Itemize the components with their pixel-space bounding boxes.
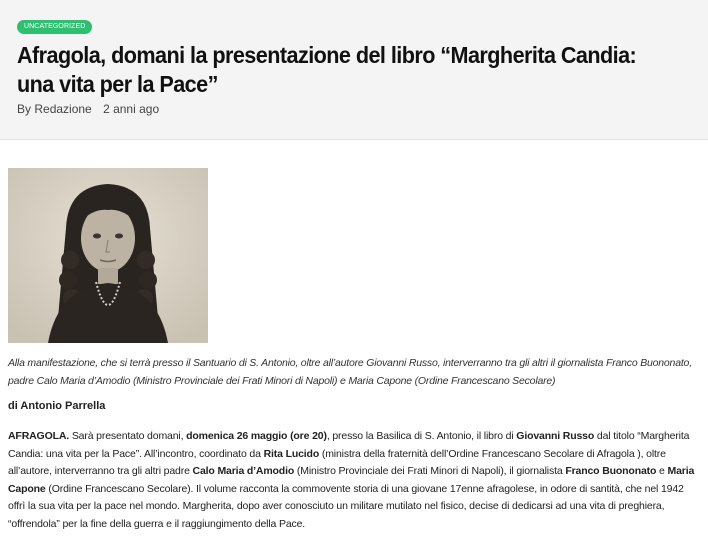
body-text-segment: , presso la Basilica di S. Antonio, il libro di	[326, 430, 517, 442]
body-text-segment: dal titolo “Margherita Candia: una vita per la Pace”. All’incontro, coordinato da	[8, 430, 690, 460]
speaker-name: Maria Capone	[8, 465, 695, 495]
article-byline: di Antonio Parrella	[8, 400, 106, 412]
author-name: Giovanni Russo	[516, 430, 595, 442]
portrait-photo-icon	[8, 168, 208, 343]
speaker-name: Calo Maria d’Amodio	[192, 465, 295, 477]
body-text-segment: (Ordine Francescano Secolare). Il volume racconta la commovente storia di una giovane 17enne afragolese, in odore di santità, che nel 1942 offrì la sua vita per la pace nel mondo. Margherita, dopo aver conosciuto un militare mutilato nel fisico, decise di dedicarsi ad una vita di preghiera, “offrendola” per la fine della guerra e il raggiungimento della Pace.	[8, 482, 684, 530]
category-badge[interactable]: UNCATEGORIZED	[17, 20, 92, 34]
body-text-segment: Sarà presentato domani,	[69, 430, 187, 442]
body-text-segment: (ministra della fraternità dell’Ordine Francescano Secolare di Afragola ), oltre all’autore, interverranno tra gli altri padre	[8, 447, 666, 477]
article-header	[0, 0, 708, 140]
article-photo	[8, 168, 208, 343]
article-title: Afragola, domani la presentazione del libro “Margherita Candia: una vita per la Pace”	[17, 42, 637, 97]
article-meta	[17, 102, 159, 116]
author-link[interactable]: Redazione	[34, 102, 92, 116]
publish-time: 2 anni ago	[103, 102, 160, 116]
dateline: AFRAGOLA.	[8, 430, 70, 442]
author-prefix: By	[17, 102, 32, 116]
event-date: domenica 26 maggio (ore 20)	[186, 430, 327, 442]
article-body	[8, 428, 700, 533]
photo-caption: Alla manifestazione, che si terrà presso il Santuario di S. Antonio, oltre all’autore Giovanni Russo, interverranno tra gli altri il giornalista Franco Buononato, padre Calo Maria d’Amodio (Ministro Provinciale dei Frati Minori di Napoli) e Maria Capone (Ordine Francescano Secolare)	[8, 357, 692, 387]
coordinator-name: Rita Lucido	[263, 447, 320, 460]
body-text-segment: (Ministro Provinciale dei Frati Minori di Napoli), il giornalista	[294, 465, 566, 477]
body-text-segment: e	[656, 465, 668, 477]
journalist-name: Franco Buononato	[565, 465, 657, 477]
